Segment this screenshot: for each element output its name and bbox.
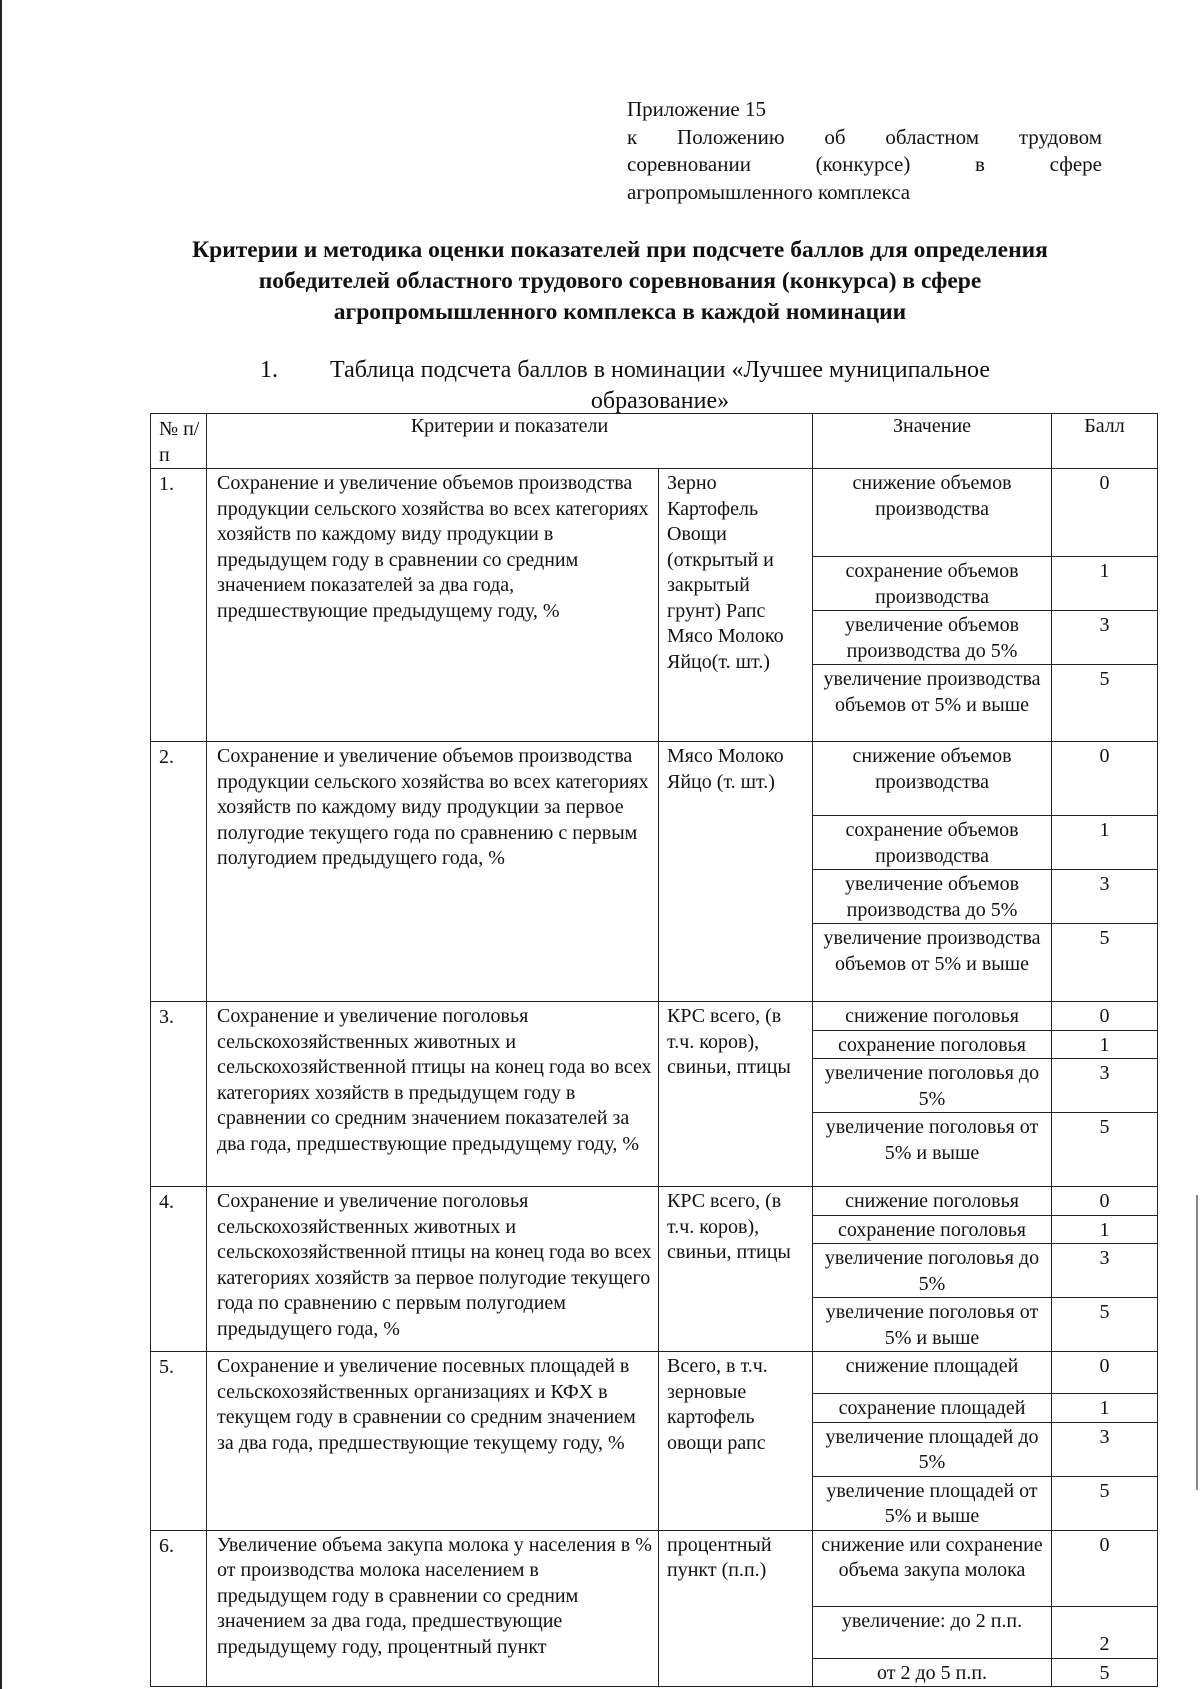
header-num: № п/п bbox=[151, 414, 207, 469]
appendix-line-3: соревновании (конкурсе) в сфере bbox=[627, 152, 1102, 176]
option-score: 3 bbox=[1052, 611, 1158, 665]
row-products: КРС всего, (в т.ч. коров), свиньи, птицы bbox=[659, 1187, 813, 1352]
option-value: снижение площадей bbox=[813, 1352, 1052, 1394]
section-line-2: образование» bbox=[590, 388, 730, 414]
section-number: 1. bbox=[260, 357, 278, 383]
option-value: снижение или сохранение объема закупа молока bbox=[813, 1530, 1052, 1606]
title-line-3: агропромышленного комплекса в каждой номинации bbox=[333, 299, 907, 325]
row-products: КРС всего, (в т.ч. коров), свиньи, птицы bbox=[659, 1002, 813, 1187]
option-value: увеличение поголовья до 5% bbox=[813, 1059, 1052, 1113]
option-score: 1 bbox=[1052, 816, 1158, 870]
appendix-line-1: Приложение 15 bbox=[627, 97, 766, 121]
option-score: 5 bbox=[1052, 924, 1158, 1002]
option-value: увеличение объемов производства до 5% bbox=[813, 611, 1052, 665]
option-score: 3 bbox=[1052, 1059, 1158, 1113]
option-score: 0 bbox=[1052, 1530, 1158, 1606]
option-value: снижение объемов производства bbox=[813, 469, 1052, 557]
header-score: Балл bbox=[1052, 414, 1158, 469]
option-value: снижение поголовья bbox=[813, 1002, 1052, 1031]
row-criteria: Сохранение и увеличение поголовья сельскохозяйственных животных и сельскохозяйственной птицы на конец года во всех категориях хозяйств в предыдущем году в сравнении со средним значением показателей за два года, предшествующие предыдущему году, % bbox=[207, 1002, 659, 1187]
appendix-line-4: агропромышленного комплекса bbox=[627, 179, 911, 204]
option-score: 5 bbox=[1052, 1113, 1158, 1187]
option-value: сохранение объемов производства bbox=[813, 557, 1052, 611]
table-row bbox=[151, 1352, 1158, 1394]
row-number: 5. bbox=[151, 1352, 207, 1531]
option-value: увеличение производства объемов от 5% и выше bbox=[813, 665, 1052, 742]
row-criteria: Увеличение объема закупа молока у населения в % от производства молока населением в предыдущем году в сравнении со средним значением за два года, предшествующие предыдущему году, процентный пункт bbox=[207, 1530, 659, 1687]
option-value: сохранение площадей bbox=[813, 1394, 1052, 1423]
option-score: 0 bbox=[1052, 742, 1158, 816]
row-products: Зерно Картофель Овощи (открытый и закрытый грунт) Рапс Мясо Молоко Яйцо(т. шт.) bbox=[659, 469, 813, 742]
table-row bbox=[151, 469, 1158, 557]
option-value: снижение объемов производства bbox=[813, 742, 1052, 816]
option-score: 2 bbox=[1052, 1606, 1158, 1658]
table-row bbox=[151, 1002, 1158, 1031]
scoring-table bbox=[150, 413, 1158, 1687]
option-value: увеличение объемов производства до 5% bbox=[813, 870, 1052, 924]
option-score: 1 bbox=[1052, 1215, 1158, 1244]
option-value: сохранение поголовья bbox=[813, 1030, 1052, 1059]
row-number: 6. bbox=[151, 1530, 207, 1687]
title-line-1: Критерии и методика оценки показателей при подсчете баллов для определения bbox=[192, 237, 1048, 263]
row-number: 2. bbox=[151, 742, 207, 1002]
option-value: увеличение поголовья до 5% bbox=[813, 1244, 1052, 1298]
row-products: процентный пункт (п.п.) bbox=[659, 1530, 813, 1687]
option-value: сохранение объемов производства bbox=[813, 816, 1052, 870]
option-score: 0 bbox=[1052, 1352, 1158, 1394]
option-score: 0 bbox=[1052, 1002, 1158, 1031]
document-title bbox=[130, 235, 1110, 328]
option-value: увеличение производства объемов от 5% и выше bbox=[813, 924, 1052, 1002]
header-value: Значение bbox=[813, 414, 1052, 469]
option-value: снижение поголовья bbox=[813, 1187, 1052, 1216]
option-score: 1 bbox=[1052, 1030, 1158, 1059]
row-criteria: Сохранение и увеличение объемов производства продукции сельского хозяйства во всех категориях хозяйств по каждому виду продукции за первое полугодие текущего года по сравнению с первым полугодием предыдущего года, % bbox=[207, 742, 659, 1002]
option-value: увеличение поголовья от 5% и выше bbox=[813, 1113, 1052, 1187]
row-number: 4. bbox=[151, 1187, 207, 1352]
title-line-2: победителей областного трудового соревнования (конкурса) в сфере bbox=[258, 268, 982, 294]
row-criteria: Сохранение и увеличение посевных площадей в сельскохозяйственных организациях и КФХ в текущем году в сравнении со средним значением за два года, предшествующие текущему году, % bbox=[207, 1352, 659, 1531]
option-score: 5 bbox=[1052, 1476, 1158, 1530]
table-row bbox=[151, 1187, 1158, 1216]
row-number: 3. bbox=[151, 1002, 207, 1187]
option-score: 1 bbox=[1052, 557, 1158, 611]
section-heading bbox=[140, 355, 1180, 417]
row-products: Всего, в т.ч. зерновые картофель овощи рапс bbox=[659, 1352, 813, 1531]
row-products: Мясо Молоко Яйцо (т. шт.) bbox=[659, 742, 813, 1002]
row-criteria: Сохранение и увеличение объемов производства продукции сельского хозяйства во всех категориях хозяйств по каждому виду продукции в предыдущем году в сравнении со средним значением показателей за два года, предшествующие предыдущему году, % bbox=[207, 469, 659, 742]
table-row bbox=[151, 742, 1158, 816]
option-score: 3 bbox=[1052, 870, 1158, 924]
option-value: увеличение: до 2 п.п. bbox=[813, 1606, 1052, 1658]
row-criteria: Сохранение и увеличение поголовья сельскохозяйственных животных и сельскохозяйственной птицы на конец года во всех категориях хозяйств за первое полугодие текущего года по сравнению с первым полугодием предыдущего года, % bbox=[207, 1187, 659, 1352]
option-score: 3 bbox=[1052, 1244, 1158, 1298]
option-value: увеличение поголовья от 5% и выше bbox=[813, 1298, 1052, 1352]
option-value: от 2 до 5 п.п. bbox=[813, 1658, 1052, 1687]
section-line-1: Таблица подсчета баллов в номинации «Лучшее муниципальное bbox=[330, 357, 990, 383]
option-value: сохранение поголовья bbox=[813, 1215, 1052, 1244]
option-value: увеличение площадей до 5% bbox=[813, 1422, 1052, 1476]
scan-right-mark bbox=[1196, 1195, 1198, 1490]
table-header-row bbox=[151, 414, 1158, 469]
option-score: 5 bbox=[1052, 665, 1158, 742]
table-row bbox=[151, 1530, 1158, 1606]
option-value: увеличение площадей от 5% и выше bbox=[813, 1476, 1052, 1530]
option-score: 0 bbox=[1052, 1187, 1158, 1216]
scan-left-edge bbox=[0, 0, 2, 1689]
option-score: 3 bbox=[1052, 1422, 1158, 1476]
option-score: 1 bbox=[1052, 1394, 1158, 1423]
option-score: 0 bbox=[1052, 469, 1158, 557]
header-criteria: Критерии и показатели bbox=[207, 414, 813, 469]
appendix-header bbox=[627, 96, 1102, 206]
row-number: 1. bbox=[151, 469, 207, 742]
appendix-line-2: к Положению об областном трудовом bbox=[627, 124, 1102, 149]
option-score: 5 bbox=[1052, 1298, 1158, 1352]
option-score: 5 bbox=[1052, 1658, 1158, 1687]
